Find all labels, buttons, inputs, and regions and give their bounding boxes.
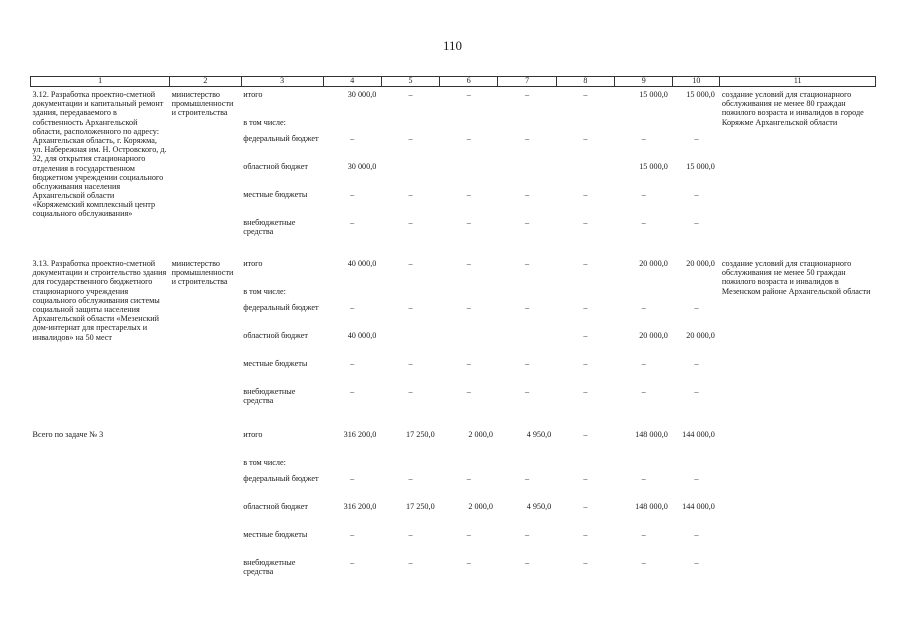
value-cell: – xyxy=(408,303,413,312)
header-cell: 2 xyxy=(170,77,242,87)
value-cell: – xyxy=(466,474,471,483)
funding-source-label: внебюджетные средства xyxy=(243,558,296,577)
spacer-row xyxy=(31,246,876,256)
value-cell: – xyxy=(408,474,413,483)
value-cell: – xyxy=(694,134,699,143)
value-cell xyxy=(381,458,439,474)
value-cell xyxy=(498,287,556,303)
value-cell: 20 000,0 xyxy=(639,259,668,268)
value-cell: 40 000,0 xyxy=(347,259,377,268)
header-cell: 10 xyxy=(673,77,720,87)
value-cell: – xyxy=(408,387,413,396)
task-cell: 3.12. Разработка проектно-сметной документации и капитальный ремонт здания, передаваемого в собственность Архангельской области, расположенного по адресу: Архангельская область, г. Коряжма, ул. Набережная им. Н. Островского, д. 32, для открытия стационарного отделения в государственном бюджетном учреждении социального обслуживания населения Архангельской области «Коряжемский комплексный центр социального обслуживания» xyxy=(32,90,167,219)
value-cell: – xyxy=(583,218,588,227)
value-cell: – xyxy=(641,359,646,368)
funding-source-label: внебюджетные средства xyxy=(243,218,296,237)
value-cell: – xyxy=(525,387,530,396)
value-cell: – xyxy=(583,303,588,312)
table-row xyxy=(31,256,876,287)
spacer-cell xyxy=(31,415,876,427)
value-cell: – xyxy=(694,558,699,567)
value-cell: – xyxy=(583,190,588,199)
value-cell: – xyxy=(694,530,699,539)
spacer-cell xyxy=(31,246,876,256)
value-cell: – xyxy=(466,259,471,268)
value-cell: – xyxy=(408,134,413,143)
value-cell: – xyxy=(641,558,646,567)
value-cell xyxy=(556,118,614,134)
value-cell xyxy=(556,287,614,303)
value-cell: – xyxy=(525,558,530,567)
value-cell: – xyxy=(694,359,699,368)
funding-source-label: в том числе: xyxy=(243,287,286,296)
value-cell: 4 950,0 xyxy=(526,430,552,439)
value-cell: – xyxy=(583,502,588,511)
table-header xyxy=(31,77,876,87)
funding-source-label: федеральный бюджет xyxy=(243,474,319,483)
value-cell: – xyxy=(466,558,471,567)
value-cell xyxy=(615,458,673,474)
value-cell: 2 000,0 xyxy=(468,430,493,439)
value-cell: – xyxy=(525,218,530,227)
value-cell: – xyxy=(466,218,471,227)
value-cell xyxy=(323,118,381,134)
value-cell: – xyxy=(525,190,530,199)
value-cell: 4 950,0 xyxy=(526,502,552,511)
header-cell: 11 xyxy=(720,77,876,87)
value-cell: – xyxy=(694,474,699,483)
value-cell: – xyxy=(466,90,471,99)
value-cell xyxy=(673,287,720,303)
value-cell: – xyxy=(583,474,588,483)
value-cell: – xyxy=(583,387,588,396)
funding-source-label: федеральный бюджет xyxy=(243,303,319,312)
value-cell: 316 200,0 xyxy=(343,430,377,439)
funding-source-label: в том числе: xyxy=(243,458,286,467)
value-cell: 17 250,0 xyxy=(406,430,435,439)
value-cell: – xyxy=(583,430,588,439)
value-cell: – xyxy=(583,331,588,340)
funding-source-label: в том числе: xyxy=(243,118,286,127)
funding-source-label: областной бюджет xyxy=(243,162,308,171)
value-cell: – xyxy=(350,134,355,143)
value-cell xyxy=(498,162,556,190)
funding-source-label: местные бюджеты xyxy=(243,530,308,539)
value-cell: – xyxy=(525,259,530,268)
value-cell: 17 250,0 xyxy=(406,502,435,511)
value-cell: 30 000,0 xyxy=(347,162,377,171)
value-cell xyxy=(556,458,614,474)
value-cell xyxy=(673,458,720,474)
value-cell: – xyxy=(641,387,646,396)
value-cell: 15 000,0 xyxy=(639,162,668,171)
value-cell: 40 000,0 xyxy=(347,331,377,340)
value-cell xyxy=(440,287,498,303)
value-cell: – xyxy=(466,359,471,368)
value-cell xyxy=(556,162,614,190)
value-cell: 20 000,0 xyxy=(639,331,668,340)
funding-source-label: местные бюджеты xyxy=(243,190,308,199)
value-cell: 2 000,0 xyxy=(468,502,493,511)
value-cell: – xyxy=(525,303,530,312)
funding-source-label: областной бюджет xyxy=(243,502,308,511)
value-cell: 20 000,0 xyxy=(686,259,715,268)
value-cell: – xyxy=(408,530,413,539)
executor-cell: министерство промышленности и строительства xyxy=(171,259,234,287)
value-cell: 15 000,0 xyxy=(686,90,715,99)
value-cell: 30 000,0 xyxy=(347,90,377,99)
header-cell: 4 xyxy=(323,77,381,87)
value-cell: – xyxy=(466,303,471,312)
page-number: 110 xyxy=(442,38,463,53)
value-cell: – xyxy=(641,190,646,199)
value-cell: 316 200,0 xyxy=(343,502,377,511)
value-cell xyxy=(498,331,556,359)
task-cell: 3.13. Разработка проектно-сметной документации и строительство здания для государственного бюджетного стационарного учреждения социального обслуживания системы социальной защиты населения Архангельской области «Мезенский дом-интернат для престарелых и инвалидов» на 50 мест xyxy=(32,259,167,342)
value-cell: – xyxy=(408,558,413,567)
funding-source-label: итого xyxy=(243,259,263,268)
value-cell: – xyxy=(350,359,355,368)
value-cell: – xyxy=(583,359,588,368)
budget-table xyxy=(30,76,876,586)
funding-source-label: федеральный бюджет xyxy=(243,134,319,143)
value-cell: – xyxy=(466,387,471,396)
value-cell: – xyxy=(641,218,646,227)
value-cell: – xyxy=(350,558,355,567)
spacer-row xyxy=(31,415,876,427)
value-cell: – xyxy=(525,359,530,368)
value-cell: 20 000,0 xyxy=(686,331,715,340)
value-cell: – xyxy=(350,530,355,539)
table-row xyxy=(31,427,876,458)
table-body xyxy=(31,87,876,587)
header-cell: 7 xyxy=(498,77,556,87)
executor-cell: министерство промышленности и строительства xyxy=(171,90,234,118)
value-cell: 148 000,0 xyxy=(635,502,668,511)
value-cell: – xyxy=(641,303,646,312)
value-cell: – xyxy=(641,530,646,539)
header-cell: 1 xyxy=(31,77,170,87)
value-cell: 148 000,0 xyxy=(635,430,668,439)
value-cell: – xyxy=(694,303,699,312)
executor-cell xyxy=(170,427,242,586)
result-cell xyxy=(720,427,876,586)
value-cell: – xyxy=(694,190,699,199)
value-cell: – xyxy=(525,474,530,483)
value-cell: – xyxy=(350,474,355,483)
value-cell: – xyxy=(466,190,471,199)
header-cell: 6 xyxy=(440,77,498,87)
value-cell xyxy=(323,287,381,303)
value-cell: – xyxy=(583,558,588,567)
value-cell xyxy=(381,118,439,134)
table-row xyxy=(31,87,876,119)
header-cell: 8 xyxy=(556,77,614,87)
value-cell: – xyxy=(525,530,530,539)
funding-source-label: местные бюджеты xyxy=(243,359,308,368)
value-cell xyxy=(440,458,498,474)
header-cell: 3 xyxy=(241,77,323,87)
task-cell: Всего по задаче № 3 xyxy=(32,430,104,439)
value-cell: 144 000,0 xyxy=(682,502,715,511)
value-cell: – xyxy=(525,134,530,143)
value-cell: – xyxy=(583,90,588,99)
value-cell xyxy=(673,118,720,134)
value-cell: – xyxy=(466,134,471,143)
value-cell xyxy=(498,118,556,134)
value-cell: – xyxy=(641,474,646,483)
value-cell xyxy=(615,118,673,134)
value-cell: – xyxy=(694,387,699,396)
value-cell: – xyxy=(350,387,355,396)
value-cell: 15 000,0 xyxy=(686,162,715,171)
value-cell: – xyxy=(641,134,646,143)
header-cell: 5 xyxy=(381,77,439,87)
result-cell: создание условий для стационарного обслуживания не менее 50 граждан пожилого возраста и инвалидов в Мезенском районе Архангельской области xyxy=(721,259,871,296)
value-cell: – xyxy=(408,359,413,368)
value-cell: – xyxy=(350,218,355,227)
value-cell: – xyxy=(466,530,471,539)
funding-source-label: внебюджетные средства xyxy=(243,387,296,406)
value-cell: 15 000,0 xyxy=(639,90,668,99)
value-cell: – xyxy=(408,218,413,227)
funding-source-label: итого xyxy=(243,430,263,439)
value-cell xyxy=(381,331,439,359)
value-cell: – xyxy=(694,218,699,227)
value-cell: – xyxy=(350,303,355,312)
value-cell xyxy=(440,162,498,190)
funding-source-label: итого xyxy=(243,90,263,99)
result-cell: создание условий для стационарного обслуживания не менее 80 граждан пожилого возраста и инвалидов в городе Коряжме Архангельской области xyxy=(721,90,864,127)
value-cell: – xyxy=(408,190,413,199)
value-cell: – xyxy=(408,90,413,99)
value-cell: – xyxy=(583,259,588,268)
value-cell xyxy=(381,287,439,303)
value-cell xyxy=(440,331,498,359)
value-cell: – xyxy=(583,530,588,539)
funding-source-label: областной бюджет xyxy=(243,331,308,340)
value-cell: 144 000,0 xyxy=(682,430,715,439)
value-cell xyxy=(615,287,673,303)
value-cell xyxy=(381,162,439,190)
header-cell: 9 xyxy=(615,77,673,87)
value-cell xyxy=(498,458,556,474)
value-cell: – xyxy=(525,90,530,99)
value-cell: – xyxy=(350,190,355,199)
value-cell: – xyxy=(408,259,413,268)
value-cell xyxy=(323,458,381,474)
value-cell: – xyxy=(583,134,588,143)
value-cell xyxy=(440,118,498,134)
